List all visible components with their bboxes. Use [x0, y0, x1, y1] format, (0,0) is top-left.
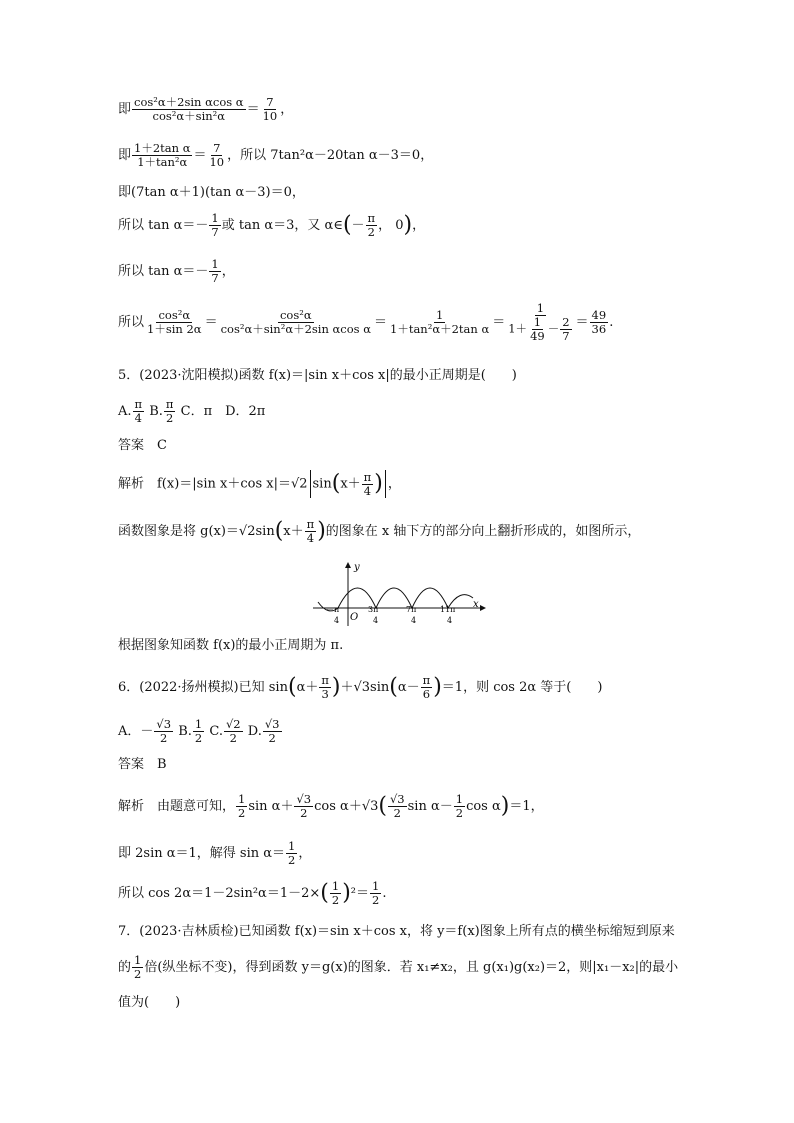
q7-line-2: 的 $\frac{1}{2}$ 倍(纵坐标不变)，得到函数 y＝g(x)的图象．若 x₁≠x₂，且 g(x₁)g(x₂)＝2，则|x₁－x₂|的最小	[118, 953, 679, 981]
q5-solution-1: 解析 f(x)＝|sin x＋cos x|＝√2 sin(x＋ $\frac{\pi}{4}$ ) ，	[118, 469, 401, 498]
line-1: 即 $\frac{\text{cos²α＋2sin αcos α}}{\text{cos²α＋sin²α}}$ ＝ $\frac{7}{10}$ ，	[118, 95, 294, 123]
graph-y-label: y	[354, 562, 360, 573]
tick-3-den: 4	[411, 616, 417, 625]
tick-4-den: 4	[447, 616, 453, 625]
q5-conclusion: 根据图象知函数 f(x)的最小正周期为 π.	[118, 638, 344, 653]
graph-x-label: x	[473, 599, 479, 610]
q6-options: A．－ $\frac{√3}{2}$ B. $\frac{1}{2}$ C. $\frac{√2}{2}$ D. $\frac{√3}{2}$	[118, 717, 280, 745]
q5-answer: 答案 C	[118, 438, 167, 453]
tick-2-num: 3π	[368, 605, 379, 614]
line-2: 即 $\frac{\text{1＋2tan α}}{\text{1＋tan²α}}$ ＝ $\frac{7}{10}$ ，所以 7tan²α－20tan α－3＝0，	[118, 141, 434, 169]
q5-solution-2: 函数图象是将 g(x)＝√2sin(x＋ $\frac{\pi}{4}$ )的图象在 x 轴下方的部分向上翻折形成的，如图所示，	[118, 517, 641, 545]
q7-line-1: 7．(2023·吉林质检)已知函数 f(x)＝sin x＋cos x，将 y＝f(x)图象上所有点的横坐标缩短到原来	[118, 924, 675, 939]
tick-3-num: 7π	[406, 605, 417, 614]
q6-solution-2: 即 2sin α＝1，解得 sin α＝ $\frac{1}{2}$ ，	[118, 839, 312, 867]
tick-1-den: 4	[334, 616, 340, 625]
q6-stem: 6．(2022·扬州模拟)已知 sin(α＋ $\frac{\pi}{3}$ )＋√3sin(α－ $\frac{\pi}{6}$ )＝1，则 cos 2α 等于( )	[118, 673, 603, 701]
line-4: 所以 tan α＝－ $\frac{1}{7}$ 或 tan α＝3，又 α∈(－ $\frac{\pi}{2}$ ， 0)，	[118, 211, 426, 239]
tick-1-num: －π	[326, 605, 340, 614]
line-3: 即(7tan α＋1)(tan α－3)＝0，	[118, 185, 305, 200]
function-graph	[308, 560, 488, 630]
tick-4-num: 11π	[440, 605, 456, 614]
q6-solution-3: 所以 cos 2α＝1－2sin²α＝1－2×( $\frac{1}{2}$ )²＝ $\frac{1}{2}$ .	[118, 879, 387, 907]
q6-answer: 答案 B	[118, 757, 167, 772]
q7-line-3: 值为( )	[118, 995, 181, 1010]
tick-2-den: 4	[373, 616, 379, 625]
graph-origin: O	[350, 612, 359, 623]
q5-options: A. $\frac{\pi}{4}$ B. $\frac{\pi}{2}$ C．π D．2π	[118, 397, 266, 425]
line-5: 所以 tan α＝－ $\frac{1}{7}$ ，	[118, 257, 235, 285]
q5-stem: 5．(2023·沈阳模拟)函数 f(x)＝|sin x＋cos x|的最小正周期是( )	[118, 368, 517, 383]
q6-solution-1: 解析 由题意可知， $\frac{1}{2}$ sin α＋ $\frac{√3}{2}$ cos α＋√3( $\frac{√3}{2}$ sin α－ $\frac{1}{2}$ cos α)＝1，	[118, 792, 544, 820]
line-6: 所以 $\frac{\text{cos²α}}{1+\sin 2\alpha}$ ＝ $\frac{\text{cos²α}}{\text{cos²α＋sin²α＋2sin αcos α}}$ ＝ $\frac{1}{\text{1＋tan²α＋2tan α}}$ ＝ 1 1＋ $\frac{1}{49}$ － $\frac{2}{7}$ ＝ $\frac{49}{36}$ .	[118, 301, 614, 343]
